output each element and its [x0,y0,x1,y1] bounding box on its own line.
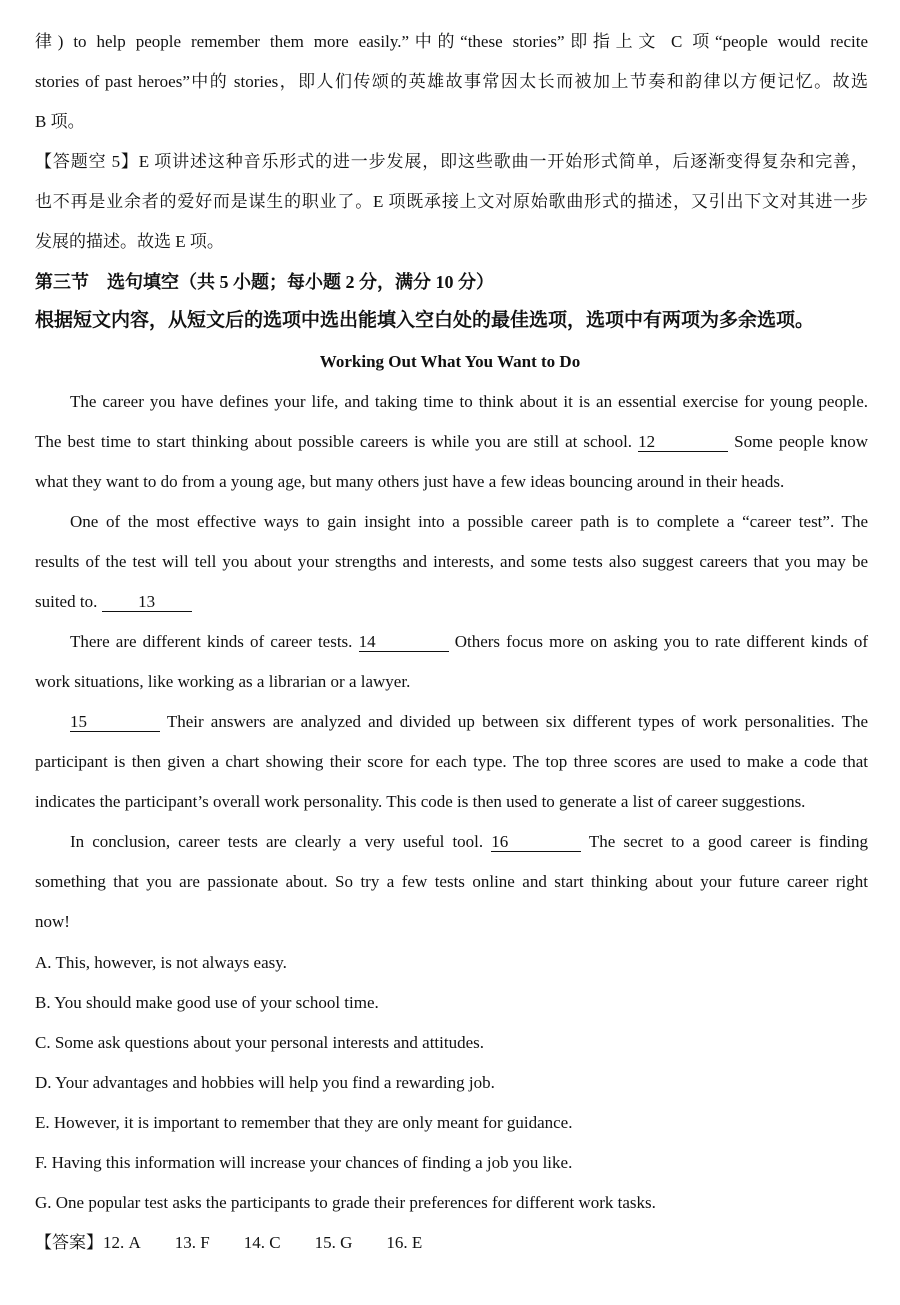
explanation-line: B 项。 [35,112,85,131]
option-c: C. Some ask questions about your personal interests and attitudes. [35,1033,485,1052]
passage-line: now! [35,912,70,931]
passage-text: The secret to a good career is finding [588,832,868,851]
passage-text: Others focus more on asking you to rate different kinds of [454,632,868,651]
blank5-explanation-line: 发展的描述。故选 E 项。 [35,232,224,251]
passage-line [70,830,868,854]
blank-13[interactable]: 13 [102,593,192,612]
answer-key [35,1231,868,1255]
answer-14: 14. C [243,1233,281,1252]
blank5-explanation-line: 【答题空 5】E 项讲述这种音乐形式的进一步发展，即这些歌曲一开始形式简单，后逐渐变得复杂和完善， [35,152,868,171]
answer-12: 12. A [103,1233,141,1252]
passage-line: participant is then given a chart showing their score for each type. The top three scores are used to make a code that [35,752,868,771]
blank-16[interactable]: 16 [491,833,581,852]
passage-line [70,710,868,734]
blank-12[interactable]: 12 [638,433,728,452]
option-e: E. However, it is important to remember that they are only meant for guidance. [35,1113,573,1132]
section-title: 第三节 选句填空（共 5 小题；每小题 2 分，满分 10 分） [35,272,494,292]
section-instruction: 根据短文内容，从短文后的选项中选出能填入空白处的最佳选项，选项中有两项为多余选项。 [35,310,815,331]
passage-text: There are different kinds of career tests. [70,632,353,651]
passage-line: indicates the participant’s overall work personality. This code is then used to generate a list of career suggestions. [35,792,806,811]
passage-text: Their answers are analyzed and divided up between six different types of work personalities. The [166,712,869,731]
blank-14[interactable]: 14 [359,633,449,652]
option-a: A. This, however, is not always easy. [35,953,287,972]
passage-line: results of the test will tell you about your strengths and interests, and some tests also suggest careers that you may be [35,552,868,571]
passage-line: One of the most effective ways to gain insight into a possible career path is to complete a “career test”. The [70,512,868,531]
passage-line: something that you are passionate about. So try a few tests online and start thinking about your future career right [35,872,868,891]
passage-line [35,430,868,454]
blank5-explanation-line: 也不再是业余者的爱好而是谋生的职业了。E 项既承接上文对原始歌曲形式的描述，又引出下文对其进一步 [35,192,868,211]
passage-title: Working Out What You Want to Do [319,352,581,371]
answer-16: 16. E [386,1233,423,1252]
passage-line [35,590,868,614]
explanation-line: 律) to help people remember them more easily.”中的“these stories”即指上文 C 项“people would recite [35,32,868,51]
option-b: B. You should make good use of your school time. [35,993,379,1012]
passage-line: what they want to do from a young age, but many others just have a few ideas bouncing around in their heads. [35,472,785,491]
option-d: D. Your advantages and hobbies will help you find a rewarding job. [35,1073,495,1092]
answer-15: 15. G [314,1233,353,1252]
passage-text: In conclusion, career tests are clearly a very useful tool. [70,832,484,851]
passage-line: work situations, like working as a librarian or a lawyer. [35,672,411,691]
explanation-line: stories of past heroes”中的 stories，即人们传颂的英雄故事常因太长而被加上节奏和韵律以方便记忆。故选 [35,72,868,91]
option-f: F. Having this information will increase your chances of finding a job you like. [35,1153,573,1172]
passage-text: suited to. [35,592,98,611]
blank-15[interactable]: 15 [70,713,160,732]
passage-line [70,630,868,654]
option-g: G. One popular test asks the participants to grade their preferences for different work tasks. [35,1193,656,1212]
passage-text: The best time to start thinking about possible careers is while you are still at school. [35,432,633,451]
answer-label: 【答案】 [35,1233,103,1252]
passage-line: The career you have defines your life, and taking time to think about it is an essential exercise for young people. [70,392,868,411]
passage-text: Some people know [734,432,868,451]
answer-13: 13. F [174,1233,210,1252]
